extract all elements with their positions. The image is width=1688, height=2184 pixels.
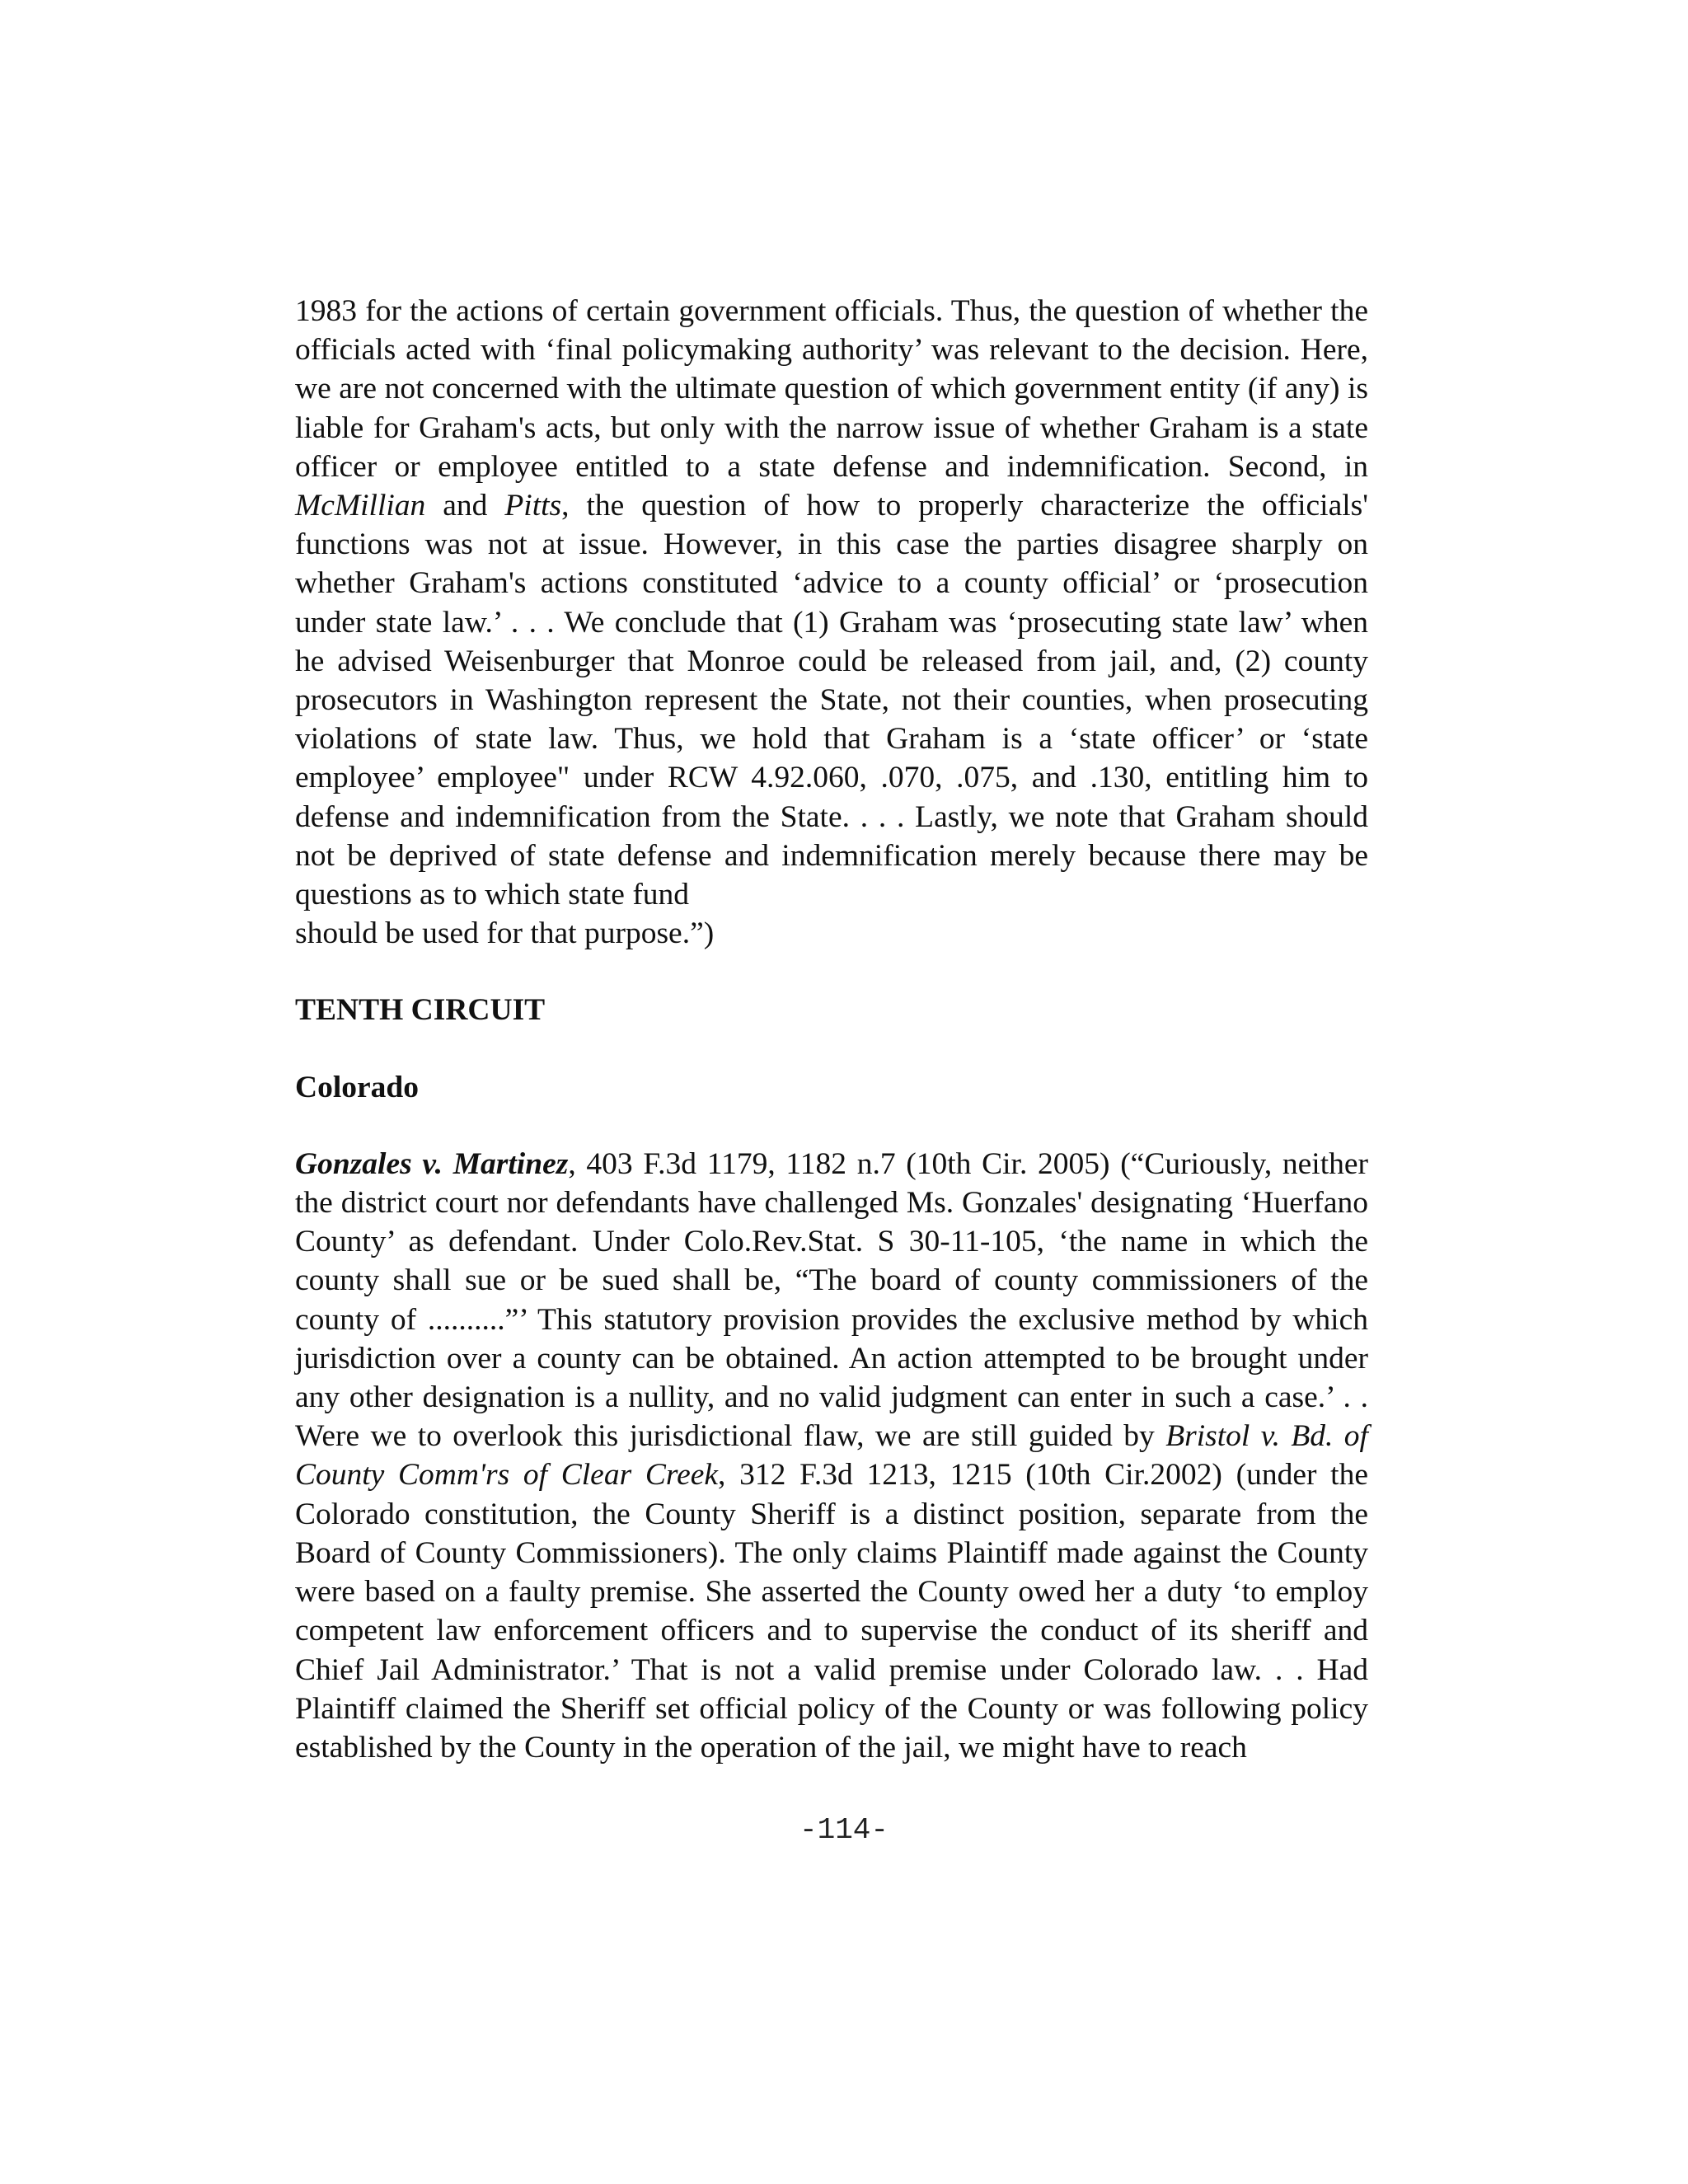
continuation-text-b: and xyxy=(425,489,505,523)
spacer xyxy=(295,1030,1368,1068)
continuation-text-c: , the question of how to properly characterize the officials' functions was not at issue. However, in this case the parties disagree sharply on whether Graham's actions constituted ‘advice to a county official’ or ‘prosecution under state law.’ . . . We conclude that (1) Graham was ‘prosecuting state law’ when he advised Weisenburger that Monroe could be released from jail, and, (2) county prosecutors in Washington represent the State, not their counties, when prosecuting violations of state law. Thus, we hold that Graham is a ‘state officer’ or ‘state employee’ employee" under RCW 4.92.060, .070, .075, and .130, entitling him to defense and indemnification from the State. . . . Lastly, we note that Graham should not be deprived of state defense and indemnification merely because there may be questions as to which state fund xyxy=(295,489,1368,912)
spacer xyxy=(295,1107,1368,1145)
case-entry-text-a: , 403 F.3d 1179, 1182 n.7 (10th Cir. 2005) (“Curiously, neither the district court nor defendants have challenged Ms. Gonzales' designating ‘Huerfano County’ as defendant. Under Colo.Rev.Stat. S 30-11-105, ‘the name in which the county shall sue or be sued shall be, “The board of county commissioners of the county of ..........”’ This statutory provision provides the exclusive method by which jurisdiction over a county can be obtained. An action attempted to be brought under any other designation is a nullity, and no valid judgment can enter in such a case.’ . . Were we to overlook this jurisdictional flaw, we are still guided by xyxy=(295,1146,1368,1454)
case-name: Gonzales v. Martinez xyxy=(295,1146,569,1181)
page-number: -114- xyxy=(799,1813,889,1847)
continuation-text-a: 1983 for the actions of certain government officials. Thus, the question of whether the officials acted with ‘final policymaking authority’ was relevant to the decision. Here, we are not concerned with the ultimate question of which government entity (if any) is liable for Graham's acts, but only with the narrow issue of whether Graham is a state officer or employee entitled to a state defense and indemnification. Second, in xyxy=(295,294,1368,484)
circuit-heading: TENTH CIRCUIT xyxy=(295,993,546,1028)
continuation-last-line: should be used for that purpose.”) xyxy=(295,916,715,951)
state-heading: Colorado xyxy=(295,1070,419,1104)
case-citation-mcmillian: McMillian xyxy=(295,489,426,523)
cited-case-bristol: Bristol v. Bd. of County Comm'rs of Clear Creek xyxy=(295,1419,1368,1493)
document-page xyxy=(295,292,1368,1767)
case-entry-text-b: , 312 F.3d 1213, 1215 (10th Cir.2002) (under the Colorado constitution, the County Sheriff is a distinct position, separate from the Board of County Commissioners). The only claims Plaintiff made against the County were based on a faulty premise. She asserted the County owed her a duty ‘to employ competent law enforcement officers and to supervise the conduct of its sheriff and Chief Jail Administrator.’ That is not a valid premise under Colorado law. . . Had Plaintiff claimed the Sheriff set official policy of the County or was following policy established by the County in the operation of the jail, we might have to reach xyxy=(295,1458,1368,1765)
case-citation-pitts: Pitts xyxy=(504,489,562,523)
continuation-paragraph xyxy=(295,292,1368,914)
spacer xyxy=(295,953,1368,991)
case-entry-paragraph xyxy=(295,1145,1368,1767)
